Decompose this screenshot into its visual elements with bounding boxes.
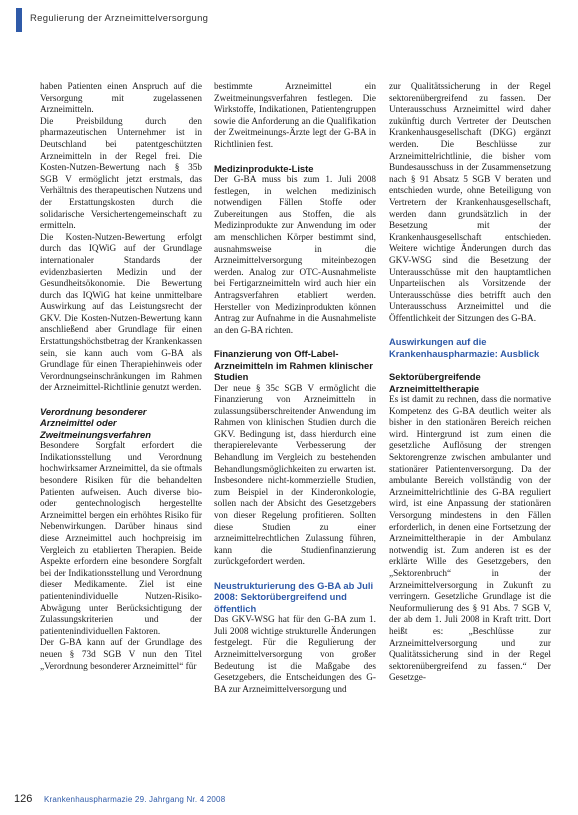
subsection-heading: Sektorübergreifende Arzneimitteltherapie [389,371,481,394]
section-heading: Neustrukturierung des G-BA ab Juli 2008: Sektorübergreifend und öffentlich [214,580,374,614]
section-heading: Finanzierung von Off-Label-Arzneimitteln im Rahmen klinischer Studien [214,348,373,383]
paragraph: Die Preisbildung durch den pharmazeutischen Unternehmer ist in Deutschland bei patentgeschützten Arzneimitteln in der Regel frei. Die Kosten-Nutzen-Bewertung nach § 35b SGB V ermöglicht jetzt erstmals, das Verhältnis des therapeutischen Nutzens und der Erstattungskosten durch die solidarische Versichertengemeinschaft zu ermitteln. [40,116,202,232]
paragraph: Der neue § 35c SGB V ermöglicht die Finanzierung von Arzneimitteln in zulassungsüberschreitender Anwendung im Rahmen von klinischen Studien durch die GKV. Bedingung ist, dass hierdurch eine therapierelevante Verbesserung der Behandlung im Vergleich zu bestehenden Behandlungsmöglichkeiten zu erwarten ist. Insbesondere nicht-kommerzielle Studien, zum Beispiel in der Kinderonkologie, sollen nach der Absicht des Gesetzgebers von dieser Regelung profitieren. Sollten diese Studien zu einer arzneimittelrechtlichen Zulassung führen, kann die Studienfinanzierung zurückgefordert werden. [214,383,376,568]
section-heading: Auswirkungen auf die Krankenhauspharmazie: Ausblick [389,336,540,359]
header-accent-bar [16,8,22,32]
paragraph: Das GKV-WSG hat für den G-BA zum 1. Juli 2008 wichtige strukturelle Änderungen festgelegt. Für die Regulierung der Arzneimittelversorgung von großer Bedeutung ist die Maßgabe des Gesetzgebers, die Entscheidungen des G-BA zur Arzneimittelversorgung und [214,615,376,695]
paragraph: Der G-BA kann auf der Grundlage des neuen § 73d SGB V nun den Titel „Verordnung besonderer Arzneimittel“ für [40,638,202,672]
column-3 [389,82,551,685]
section-heading: Verordnung besonderer Arzneimittel oder Zweitmeinungsverfahren [40,406,151,440]
paragraph: Der G-BA muss bis zum 1. Juli 2008 festlegen, in welchen medizinisch notwendigen Fällen Stoffe oder Zubereitungen aus Stoffen, die als Medizinprodukte zur Anwendung im oder am menschlichen Körper bestimmt sind, ausnahmsweise in die Arzneimittelversorgung miteinbezogen werden. Analog zur OTC-Ausnahmeliste bei Fertigarzneimitteln wird auch hier ein Antragsverfahren etabliert werden. Hersteller von Medizinprodukten können Antrag zur Aufnahme in die Ausnahmeliste an den G-BA richten. [214,174,376,336]
journal-footer: Krankenhauspharmazie 29. Jahrgang Nr. 4 2008 [44,795,226,804]
paragraph: Besondere Sorgfalt erfordert die Indikationsstellung und Verordnung hochwirksamer Arzneimittel, da sie oftmals besondere Risiken für die behandelten Patienten aufweisen. Auch diverse bio- oder gentechnologisch hergestellte Arzneimittel bergen ein erhöhtes Risiko für Nebenwirkungen. Darüber hinaus sind diese Arzneimittel auch hochpreisig im Vergleich zu etablierten Therapien. Beide Aspekte erfordern eine besondere Sorgfalt bei der Indikationsstellung und Verordnung dieser Medikamente. Ziel ist eine patientenindividuelle Nutzen-Risiko-Abwägung unter Berücksichtigung der Zulassungskriterien und der patientenindividuellen Faktoren. [40,441,202,637]
paragraph: haben Patienten einen Anspruch auf die Versorgung mit zugelassenen Arzneimitteln. [40,82,202,116]
paragraph: Es ist damit zu rechnen, dass die normative Kompetenz des G-BA deutlich weiter als bisher in den stationären Bereich reichen wird. Hintergrund ist zum einen die gesetzliche Auflösung der strengen Sektorengrenze zwischen ambulanter und stationärer Patientenversorgung. Da der ambulante Bereich vollständig von der Arzneimittelrichtlinie des G-BA reguliert wird, ist eine Anpassung der stationären Versorgung mindestens in den Fällen erforderlich, in denen eine Fortsetzung der Arzneimitteltherapie in der Ambulanz notwendig ist. Zum anderen ist es der erklärte Wille des Gesetzgebers, den „Sektorenbruch“ in der Arzneimittelversorgung in Zukunft zu verringern. Gesetzliche Grundlage ist die Neuformulierung des § 91 Abs. 7 SGB V, der ab dem 1. Juli 2008 in Kraft tritt. Dort heißt es: „Beschlüsse zur Arzneimittelversorgung und zur Qualitätssicherung sind in der Regel sektorenübergreifend zu fassen.“ Der Gesetzge- [389,395,551,684]
running-header: Regulierung der Arzneimittelversorgung [30,13,209,24]
paragraph: bestimmte Arzneimittel ein Zweitmeinungsverfahren festlegen. Die Wirkstoffe, Indikationen, Patientengruppen sowie die Anforderung an die Qualifikation der Zweitmeinungs-Ärzte legt der G-BA in Richtlinien fest. [214,82,376,150]
page-number: 126 [14,793,33,805]
section-heading: Medizinprodukte-Liste [214,162,314,174]
paragraph: zur Qualitätssicherung in der Regel sektorenübergreifend zu fassen. Der Unterausschuss Arzneimittel wird daher zukünftig durch Vertreter der Deutschen Krankenhausgesellschaft (DKG) ergänzt werden. Die Beschlüsse zur Arzneimittelrichtlinie, die bisher vom Bundesausschuss in der Zusammensetzung nach § 91 Absatz 5 SGB V beraten und entschieden wurde, ohne Beteiligung von Vertretern der Krankenhausgesellschaft, werden dann grundsätzlich in der Besetzung mit der Krankenhausgesellschaft entschieden. Weitere wichtige Änderungen durch das GKV-WSG sind die Besetzung der Unterausschüsse mit den hauptamtlichen Unparteiischen als Vorsitzende der Unterausschüsse dies betrifft auch den Unterausschuss Arzneimittel und die Öffentlichkeit der Sitzungen des G-BA. [389,82,551,324]
column-1 [40,82,202,673]
column-2 [214,82,376,696]
paragraph: Die Kosten-Nutzen-Bewertung erfolgt durch das IQWiG auf der Grundlage internationaler Standards der evidenzbasierten Medizin und der Gesundheitsökonomie. Die Bewertung durch das IQWiG hat keine unmittelbare Auswirkung auf das Leistungsrecht der GKV. Die Kosten-Nutzen-Bewertung kann anschließend aber Grundlage für einen Erstattungshöchstbetrag der Krankenkassen sein, sie kann auch vom G-BA als Grundlage für einen Therapiehinweis oder Verordnungseinschränkungen im Rahmen der Arzneimittel-Richtlinie genutzt werden. [40,232,202,394]
